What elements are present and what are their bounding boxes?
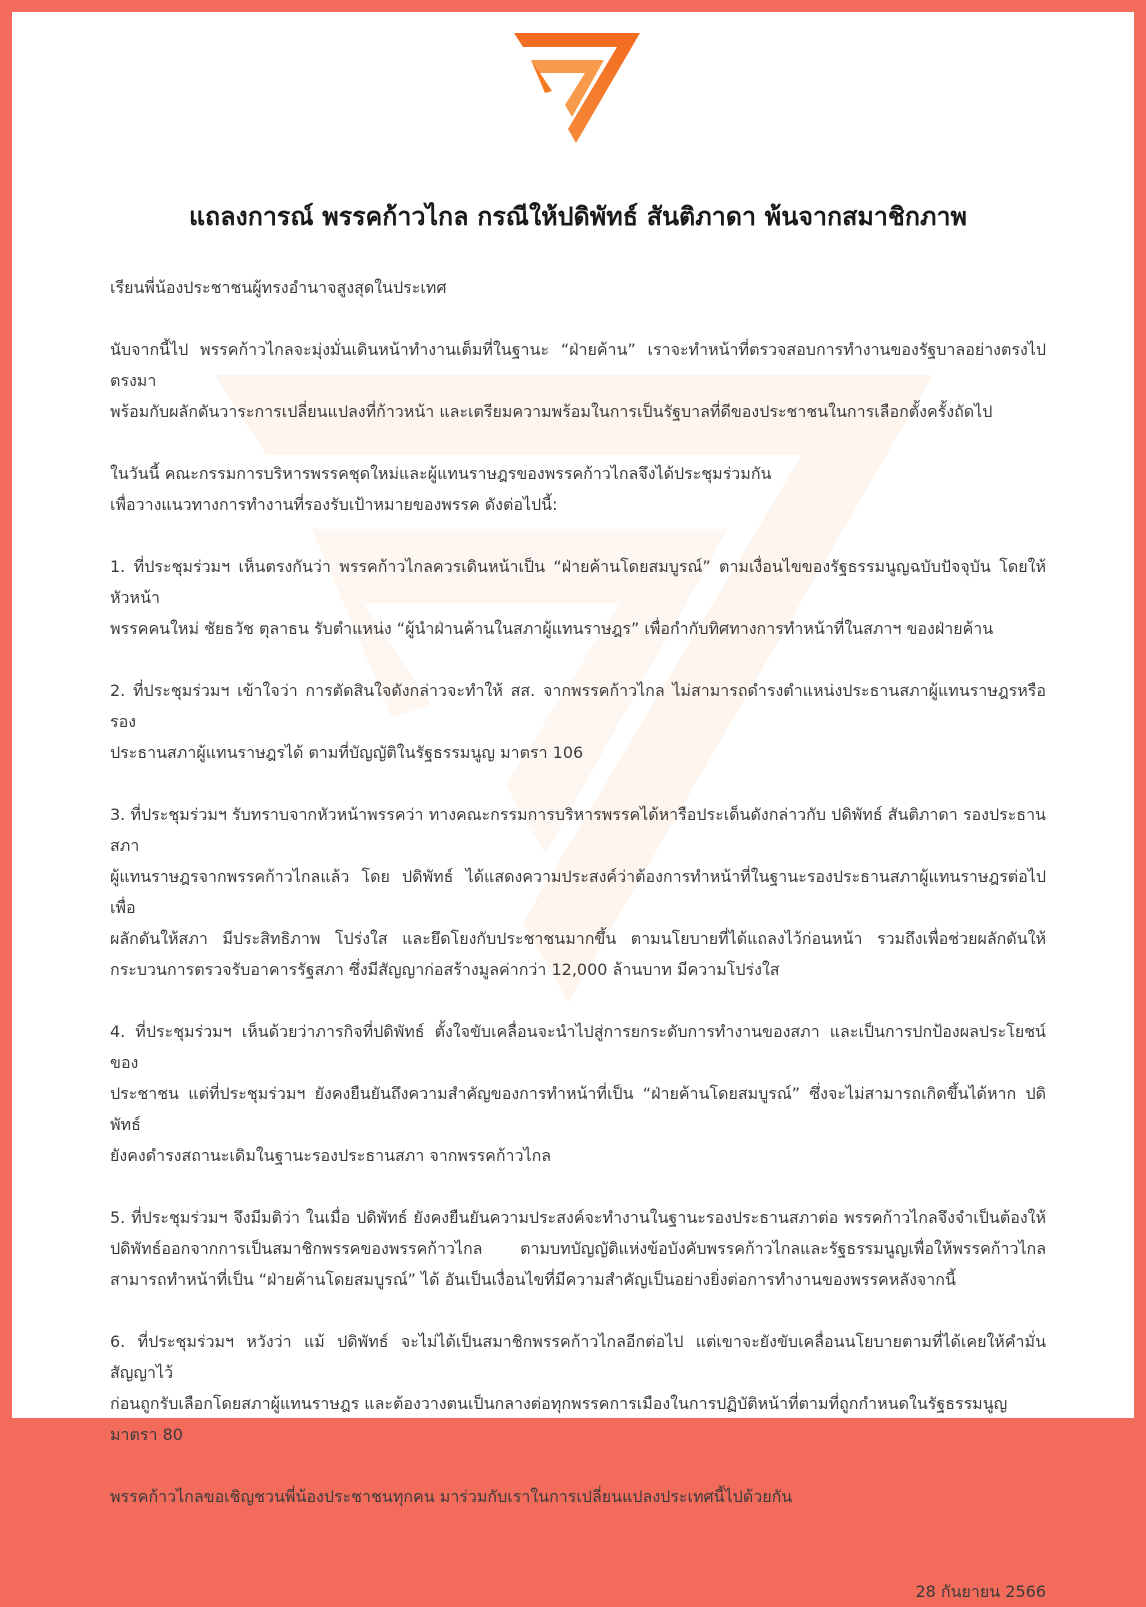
resolution-item-5	[110, 1202, 1046, 1295]
item-line: 2. ที่ประชุมร่วมฯ เข้าใจว่า การตัดสินใจดังกล่าวจะทำให้ สส. จากพรรคก้าวไกล ไม่สามารถดำรงตำแหน่งประธานสภาผู้แทนราษฎรหรือรอง	[110, 681, 1046, 731]
document-date: 28 กันยายน 2566	[915, 1582, 1046, 1601]
party-logo-icon	[514, 33, 640, 143]
closing-paragraph	[110, 1481, 1046, 1512]
item-line: 6. ที่ประชุมร่วมฯ หวังว่า แม้ ปดิพัทธ์ จะไม่ได้เป็นสมาชิกพรรคก้าวไกลอีกต่อไป แต่เขาจะยังขับเคลื่อนนโยบายตามที่ได้เคยให้คำมั่นสัญญาไว้	[110, 1332, 1046, 1382]
paragraph-line: เพื่อวางแนวทางการทำงานที่รองรับเป้าหมายของพรรค ดังต่อไปนี้:	[110, 495, 558, 514]
document-body	[110, 272, 1046, 1607]
salutation-line: เรียนพี่น้องประชาชนผู้ทรงอำนาจสูงสุดในประเทศ	[110, 278, 447, 297]
item-line: ประชาชน แต่ที่ประชุมร่วมฯ ยังคงยืนยันถึงความสำคัญของการทำหน้าที่เป็น “ฝ่ายค้านโดยสมบูรณ์” ซึ่งจะไม่สามารถเกิดขึ้นได้หาก ปดิพัทธ์	[110, 1084, 1046, 1134]
intro-paragraph	[110, 334, 1046, 427]
document-title: แถลงการณ์ พรรคก้าวไกล กรณีให้ปดิพัทธ์ สันติภาดา พ้นจากสมาชิกภาพ	[188, 202, 968, 231]
resolution-item-1	[110, 551, 1046, 644]
item-line: 5. ที่ประชุมร่วมฯ จึงมีมติว่า ในเมื่อ ปดิพัทธ์ ยังคงยืนยันความประสงค์จะทำงานในฐานะรองประธานสภาต่อ พรรคก้าวไกลจึงจำเป็นต้องให้	[110, 1208, 1046, 1227]
paragraph-line: นับจากนี้ไป พรรคก้าวไกลจะมุ่งมั่นเดินหน้าทำงานเต็มที่ในฐานะ “ฝ่ายค้าน” เราจะทำหน้าที่ตรวจสอบการทำงานของรัฐบาลอย่างตรงไปตรงมา	[110, 340, 1046, 390]
item-line: ยังคงดำรงสถานะเดิมในฐานะรองประธานสภา จากพรรคก้าวไกล	[110, 1146, 552, 1165]
resolution-item-6	[110, 1326, 1046, 1450]
item-line: ผู้แทนราษฎรจากพรรคก้าวไกลแล้ว โดย ปดิพัทธ์ ได้แสดงความประสงค์ว่าต้องการทำหน้าที่ในฐานะรองประธานสภาผู้แทนราษฎรต่อไป เพื่อ	[110, 867, 1046, 917]
closing-line: พรรคก้าวไกลขอเชิญชวนพี่น้องประชาชนทุกคน มาร่วมกับเราในการเปลี่ยนแปลงประเทศนี้ไปด้วยกัน	[110, 1487, 793, 1506]
item-line: มาตรา 80	[110, 1425, 183, 1444]
item-line: 4. ที่ประชุมร่วมฯ เห็นด้วยว่าภารกิจที่ปดิพัทธ์ ตั้งใจขับเคลื่อนจะนำไปสู่การยกระดับการทำงานของสภา และเป็นการปกป้องผลประโยชน์ของ	[110, 1022, 1046, 1072]
item-line: 1. ที่ประชุมร่วมฯ เห็นตรงกันว่า พรรคก้าวไกลควรเดินหน้าเป็น “ฝ่ายค้านโดยสมบูรณ์” ตามเงื่อนไขของรัฐธรรมนูญฉบับปัจจุบัน โดยให้หัวหน้า	[110, 557, 1046, 607]
item-line: สามารถทำหน้าที่เป็น “ฝ่ายค้านโดยสมบูรณ์” ได้ อันเป็นเงื่อนไขที่มีความสำคัญเป็นอย่างยิ่งต่อการทำงานของพรรคหลังจากนี้	[110, 1270, 956, 1289]
paragraph-line: ในวันนี้ คณะกรรมการบริหารพรรคชุดใหม่และผู้แทนราษฎรของพรรคก้าวไกลจึงได้ประชุมร่วมกัน	[110, 464, 772, 483]
resolution-item-2	[110, 675, 1046, 768]
paragraph-line: พร้อมกับผลักดันวาระการเปลี่ยนแปลงที่ก้าวหน้า และเตรียมความพร้อมในการเป็นรัฐบาลที่ดีของประชาชนในการเลือกตั้งครั้งถัดไป	[110, 402, 993, 421]
item-line: กระบวนการตรวจรับอาคารรัฐสภา ซึ่งมีสัญญาก่อสร้างมูลค่ากว่า 12,000 ล้านบาท มีความโปร่งใส	[110, 960, 780, 979]
item-line: ประธานสภาผู้แทนราษฎรได้ ตามที่บัญญัติในรัฐธรรมนูญ มาตรา 106	[110, 743, 584, 762]
meeting-paragraph	[110, 458, 1046, 520]
item-line: ก่อนถูกรับเลือกโดยสภาผู้แทนราษฎร และต้องวางตนเป็นกลางต่อทุกพรรคการเมืองในการปฏิบัติหน้าที่ตามที่ถูกกำหนดในรัฐธรรมนูญ	[110, 1394, 1008, 1413]
item-line: พรรคคนใหม่ ชัยธวัช ตุลาธน รับตำแหน่ง “ผู้นำฝ่านค้านในสภาผู้แทนราษฎร” เพื่อกำกับทิศทางการทำหน้าที่ในสภาฯ ของฝ่ายค้าน	[110, 619, 994, 638]
salutation	[110, 272, 1046, 303]
item-line: ผลักดันให้สภา มีประสิทธิภาพ โปร่งใส และยึดโยงกับประชาชนมากขึ้น ตามนโยบายที่ได้แถลงไว้ก่อนหน้า รวมถึงเพื่อช่วยผลักดันให้	[110, 929, 1046, 948]
resolution-item-3	[110, 799, 1046, 985]
resolution-item-4	[110, 1016, 1046, 1171]
document-sheet	[12, 12, 1134, 1601]
item-line: 3. ที่ประชุมร่วมฯ รับทราบจากหัวหน้าพรรคว่า ทางคณะกรรมการบริหารพรรคได้หารือประเด็นดังกล่าวกับ ปดิพัทธ์ สันติภาดา รองประธานสภา	[110, 805, 1046, 855]
item-line: ปดิพัทธ์ออกจากการเป็นสมาชิกพรรคของพรรคก้าวไกล ตามบทบัญญัติแห่งข้อบังคับพรรคก้าวไกลและรัฐธรรมนูญเพื่อให้พรรคก้าวไกล	[110, 1239, 1046, 1258]
